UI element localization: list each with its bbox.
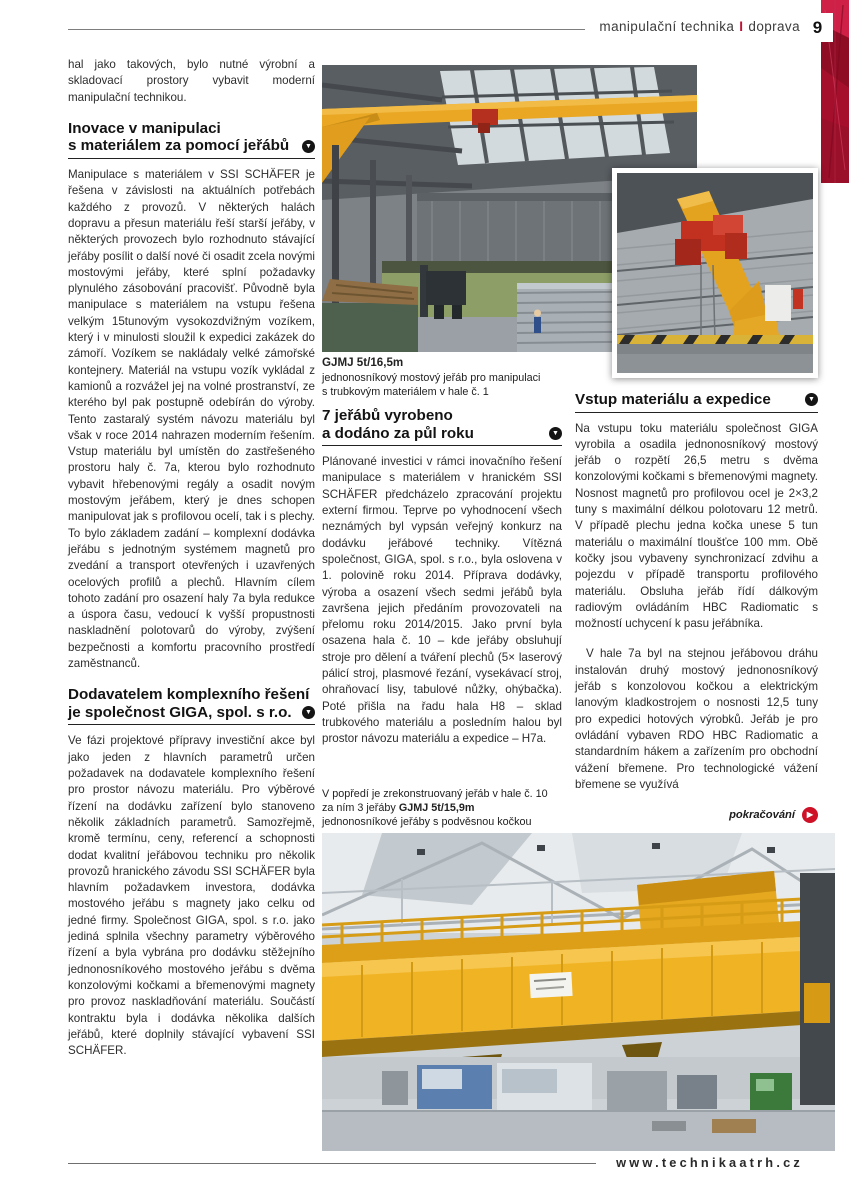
section-heading-inovace: Inovace v manipulaci s materiálem za pomocí jeřábů ▼	[68, 120, 315, 159]
section-heading-dodavatel: Dodavatelem komplexního řešení je společnost GIGA, spol. s r.o. ▼	[68, 686, 315, 725]
section-marker-icon: ▼	[805, 393, 818, 406]
section-marker-icon: ▼	[302, 706, 315, 719]
section-heading-7-jerabu: 7 jeřábů vyrobeno a dodáno za půl roku ▼	[322, 407, 562, 446]
page-number: 9	[802, 13, 833, 42]
photo3-caption-line: V popředí je zrekonstruovaný jeřáb v hale č. 10	[322, 788, 548, 800]
photo1-caption-line: s trubkovým materiálem v hale č. 1	[322, 386, 489, 399]
photo-bridge-crane-hall	[322, 833, 835, 1151]
section1-body: Manipulace s materiálem v SSI SCHÄFER je řešena v závislosti na aktuálních potřebách každého z provozů. V některých halách dopravu a přesun materiálu řeší starší jeřáby, v některých provozech bylo rozhodnuto stávající jeřáby posílit o další nové či osadit zcela novými mostovými jeřáby, které splní požadavky plynulého zásobování pracovišť. Původně byla manipulace s materiálem na vstupu řešena velkým 15tunovým vysokozdvižným vozíkem, který i v minulosti sloužil k expedici zakázek do zámoří. Vozíkem se nakládaly velké zámořské kontejnery. Materiál na vstupu vozík vykládal z kamionů a rozvážel jej na volné prostranství, ze kterého byl pak postupně odebírán do výroby. Tento zastaralý systém návozu materiálu byl však v roce 2014 nahrazen moderním řešením. Vstup materiálu byl umístěn do zastřešeného prostoru haly č. 7a, kterou bylo rozhodnuto vybavit hřebenovými regály a osadit novým mostovým jeřábem, který je dnes schopen manipulovat jak s profilovou ocelí, tak i s plechy. To bylo základem zadání – komplexní dodávka jeřábu s jednotným systémem magnetů pro zvedání a transport otevřených i uzavřených ocelových profilů a plechů. Hlavním cílem tohoto zadání pro osazení haly 7a byla redukce a úspora času, vedoucí k vyšší propustnosti naskladnění polotovarů do výroby, zvýšení bezpečnosti a komfortu pracovního prostředí zaměstnanců.	[68, 168, 315, 670]
photo3-caption-line: za ním 3 jeřáby GJMJ 5t/15,9m	[322, 802, 475, 815]
photo3-caption-line: jednonosníkové jeřáby s podvěsnou kočkou	[322, 816, 532, 829]
rubric-left: manipulační technika	[599, 19, 735, 34]
photo3-caption-crane-model: GJMJ 5t/15,9m	[398, 802, 475, 815]
header-rubric	[500, 19, 800, 34]
section2-body: Ve fázi projektové přípravy investiční akce byl jako jeden z hlavních parametrů určen požadavek na dodavatele komplexního řešení pro prostor návozu materiálu. Pro výběrové řízení na dodávku zařízení bylo stanoveno několik základních parametrů. Samozřejmě, kromě termínu, ceny, referencí a schopnosti dodat kvalitní jeřábovou techniku pro několik provozů hranického závodu SSI SCHÄFER byla hlavním požadavkem investora, dodávka mostového jeřábu s magnety jako celku od jedné firmy. Společnost GIGA, spol. s r.o. jako jediná splnila všechny parametry výběrového řízení a byla vybrána pro dodávku stěžejního jednonosníkového mostového jeřábu s dvěma konzolovými kočkami a břemenovými magnety pro provoz naskladňování materiálu. Součástí kontraktu byla i dodávka několika dalších jeřábů, které doplnily stávající vybavení SSI SCHÄFER.	[68, 734, 315, 1058]
section4-body-p2: V hale 7a byl na stejnou jeřábovou dráhu instalován druhý mostový jednonosníkový jeřáb s konzolovou kočkou a elektrickým lanovým kladkostrojem o nosnosti 12,5 tuny pro expedici hotových výrobků. Jeřáb je pro ovládání vybaven RDO HBC Radiomatic a standardním hákem a zařízením pro obchodní vážení břemene. Pro technologické vážení břemene se využívá	[575, 647, 818, 791]
section-marker-icon: ▼	[302, 140, 315, 153]
photo3-caption	[322, 787, 594, 830]
rubric-right: doprava	[748, 19, 800, 34]
section4-body-p1: Na vstupu toku materiálu společnost GIGA vyrobila a osadila jednonosníkový mostový jeřáb o rozpětí 26,5 metru s dvěma konzolovými kočkami s břemenovými magnety. Nosnost magnetů pro profilovou ocel je 2×3,2 tuny s maximální délkou polotovaru 12 metrů. V případě plechu jedna kočka unese 5 tun materiálu o maximální tloušťce 100 mm. Obě kočky jsou vybaveny synchronizací zdvihu a pojezdu v případě transportu profilového materiálu. Obsluha jeřáb řídí dálkovým radiovým ovládáním HBC Radiomatic s možností uchycení k pasu jeřábníka.	[575, 421, 818, 631]
photo1-caption	[322, 356, 584, 400]
footer-website-url: www.technikaatrh.cz	[616, 1155, 803, 1170]
photo1-caption-line: jednonosníkový mostový jeřáb pro manipulaci	[322, 372, 541, 385]
continuation-note	[575, 807, 818, 823]
column-left	[68, 57, 315, 1073]
section-marker-icon: ▼	[549, 427, 562, 440]
continuation-label: pokračování	[729, 809, 795, 822]
continue-arrow-icon: ▶	[802, 807, 818, 823]
photo-jib-crane-closeup-inset	[612, 168, 818, 378]
footer-rule	[68, 1163, 596, 1164]
column-middle	[322, 407, 562, 762]
section3-body: Plánované investici v rámci inovačního řešení manipulace s materiálem v hranickém SSI SCHÄFER předcházelo zpracování projektu externí firmou. Teprve po vyhodnocení všech neznámých byl vypsán veřejný konkurz na dodávku jeřábové techniky. Vítězná společnost, GIGA, spol. s r.o., byla oslovena v 1. polovině roku 2014. Příprava dodávky, výroba a osazení všech sedmi jeřábů byla završena jejich předáním provozovateli na přelomu roku 2014/2015. Jako první byla osazena hala č. 10 – kde jeřáby obsluhují stroje pro dělení a tváření plechů (5× laserový pálicí stroj, plasmové řezání, vysekávací stroj, ohraňovací lisy, tabulové nůžky, ohýbačka). Poté přišla na řadu hala H8 – sklad trubkového materiálu a posledním halou byl prostor návozu materiálu a expedice – H7a.	[322, 455, 562, 746]
section-heading-vstup: Vstup materiálu a expedice ▼	[575, 391, 818, 413]
intro-paragraph: hal jako takových, bylo nutné výrobní a skladovací prostory vybavit moderní manipulační technikou.	[68, 58, 315, 104]
photo1-caption-title: GJMJ 5t/16,5m	[322, 356, 404, 369]
rubric-divider: I	[739, 19, 744, 34]
column-right	[575, 391, 818, 823]
